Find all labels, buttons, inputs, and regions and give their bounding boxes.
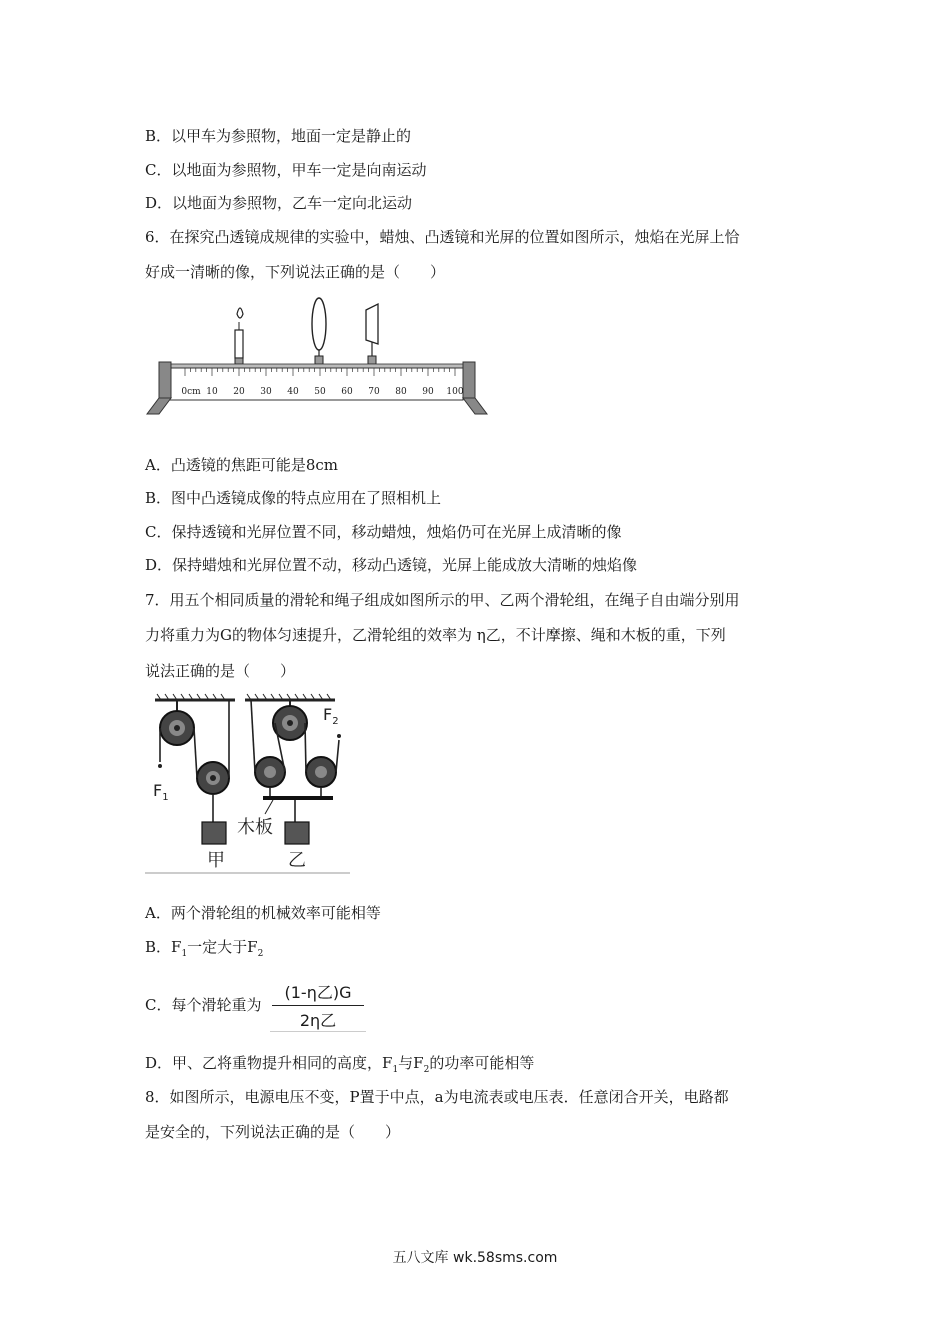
- ruler-label: 100: [446, 387, 464, 397]
- ruler-label: 20: [233, 387, 245, 397]
- q7-option-b: B．$F_1$一定大于$F_2$: [145, 938, 264, 959]
- pulley-jia-movable-icon: [197, 762, 229, 794]
- q6-option-d: D．保持蜡烛和光屏位置不动，移动凸透镜，光屏上能成放大清晰的烛焰像: [145, 556, 638, 574]
- ruler-label: 10: [206, 387, 218, 397]
- label-jia: 甲: [207, 850, 225, 871]
- q7-stem-line2: 力将重力为G的物体匀速提升，乙滑轮组的效率为 η乙，不计摩擦、绳和木板的重，下列: [145, 626, 726, 644]
- pulley-weight-fraction: [270, 976, 366, 1032]
- ruler-label: 30: [260, 387, 272, 397]
- q7-option-c: C．每个滑轮重为: [145, 996, 262, 1014]
- label-yi: 乙: [288, 850, 306, 871]
- optical-bench-figure: [145, 292, 490, 420]
- convex-lens-icon: [312, 298, 326, 364]
- ruler-label: 50: [314, 387, 326, 397]
- fraction-denominator: 2η乙: [299, 1011, 337, 1030]
- ruler-label: 0cm: [181, 387, 201, 397]
- pulley-jia-fixed-icon: [160, 700, 194, 745]
- ceiling-hatch-icon: [155, 694, 335, 700]
- label-f1: $F_1$: [153, 781, 169, 803]
- q5-option-d: D．以地面为参照物，乙车一定向北运动: [145, 194, 413, 212]
- fraction-numerator: (1-η乙)G: [284, 983, 352, 1002]
- q6-stem-line2: 好成一清晰的像，下列说法正确的是（ ）: [145, 263, 446, 281]
- q5-option-b: B．以甲车为参照物，地面一定是静止的: [145, 127, 412, 145]
- label-f2: $F_2$: [323, 705, 339, 727]
- ruler-label: 40: [287, 387, 299, 397]
- pulley-yi-movable-icon: [255, 757, 336, 787]
- q6-option-c: C．保持透镜和光屏位置不同，移动蜡烛，烛焰仍可在光屏上成清晰的像: [145, 523, 622, 541]
- candle-icon: [235, 308, 243, 364]
- q8-stem-line1: 8．如图所示，电源电压不变，P置于中点，a为电流表或电压表．任意闭合开关，电路都: [145, 1088, 729, 1106]
- ruler-label: 90: [422, 387, 434, 397]
- label-board: 木板: [237, 817, 273, 838]
- q7-stem-line3: 说法正确的是（ ）: [145, 662, 296, 680]
- pulley-yi-fixed-icon: [273, 700, 307, 740]
- q7-stem-line1: 7．用五个相同质量的滑轮和绳子组成如图所示的甲、乙两个滑轮组，在绳子自由端分别用: [145, 591, 740, 609]
- pulley-system-figure: [145, 690, 350, 875]
- q8-stem-line2: 是安全的，下列说法正确的是（ ）: [145, 1123, 401, 1141]
- ruler-label: 80: [395, 387, 407, 397]
- q6-option-b: B．图中凸透镜成像的特点应用在了照相机上: [145, 489, 442, 507]
- light-screen-icon: [366, 304, 378, 364]
- ruler-label: 70: [368, 387, 380, 397]
- q7-option-d: D．甲、乙将重物提升相同的高度，$F_1$与$F_2$的功率可能相等: [145, 1054, 535, 1075]
- wooden-board-icon: [263, 796, 333, 800]
- q5-option-c: C．以地面为参照物，甲车一定是向南运动: [145, 161, 427, 179]
- q7-option-a: A．两个滑轮组的机械效率可能相等: [145, 904, 381, 922]
- page-footer: 五八文库 wk.58sms.com: [392, 1250, 558, 1266]
- q6-option-a: A．凸透镜的焦距可能是8cm: [145, 456, 339, 474]
- ruler-label: 60: [341, 387, 353, 397]
- q6-stem-line1: 6．在探究凸透镜成规律的实验中，蜡烛、凸透镜和光屏的位置如图所示，烛焰在光屏上恰: [145, 228, 740, 246]
